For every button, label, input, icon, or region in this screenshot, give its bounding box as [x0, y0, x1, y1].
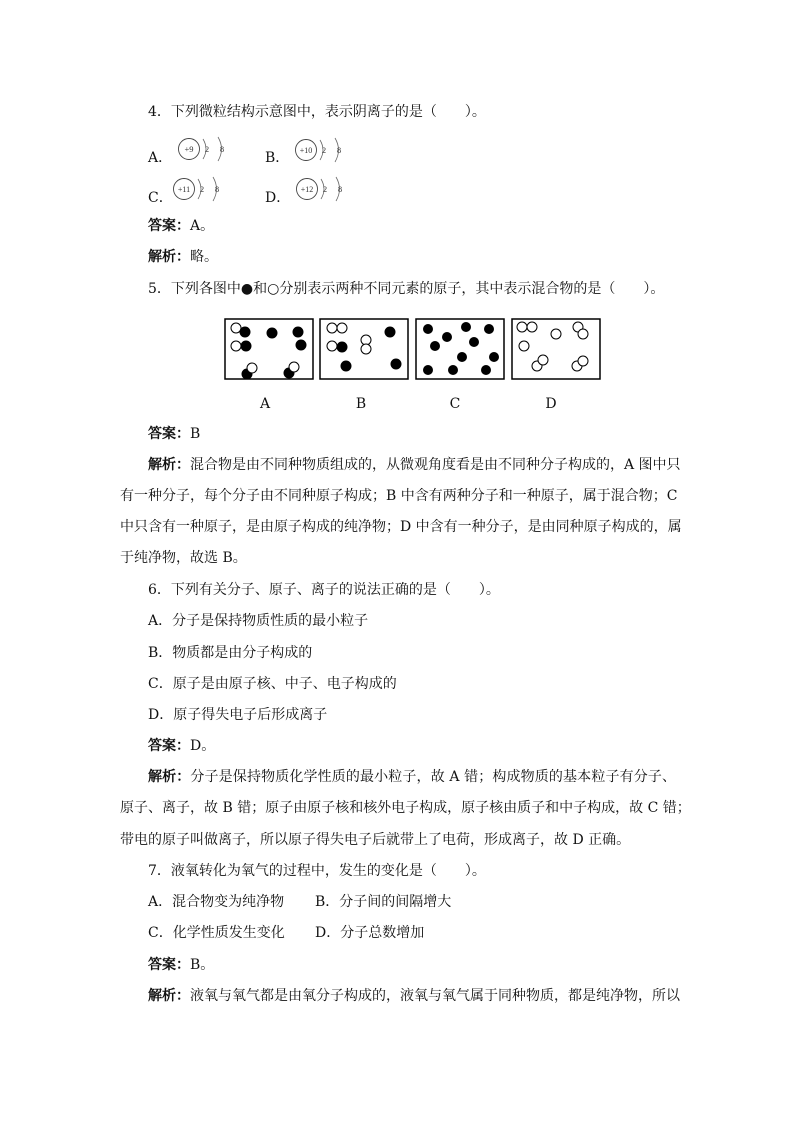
q5-analysis-line-1 — [148, 455, 681, 475]
q5-stem: 5．下列各图中●和○分别表示两种不同元素的原子，其中表示混合物的是（ ）。 — [148, 281, 665, 297]
answer-value: B — [190, 426, 201, 442]
filled-atom — [484, 324, 494, 334]
q7-option-b: B．分子间的间隔增大 — [315, 894, 452, 910]
filled-atom — [296, 340, 306, 350]
open-atom — [327, 341, 337, 351]
particle-figure-a — [224, 318, 315, 381]
q6-stem: 6．下列有关分子、原子、离子的说法正确的是（ ）。 — [148, 582, 500, 598]
open-atom — [361, 344, 371, 354]
q7-option-a: A．混合物变为纯净物 — [148, 894, 285, 910]
analysis-label: 解析： — [148, 769, 191, 785]
shell-electron-count: 8 — [337, 184, 343, 194]
q4-option-d-label: D． — [265, 190, 291, 206]
q7-option-c: C．化学性质发生变化 — [148, 925, 285, 941]
q4-answer — [148, 216, 214, 236]
filled-atom — [385, 327, 395, 337]
filled-atom — [423, 365, 433, 375]
filled-atom — [337, 342, 347, 352]
filled-atom — [489, 352, 499, 362]
filled-atom — [240, 327, 250, 337]
shell-electron-count: 8 — [214, 184, 220, 194]
answer-label: 答案： — [148, 218, 190, 234]
filled-atom — [457, 352, 467, 362]
q7-stem: 7．液氧转化为氧气的过程中，发生的变化是（ ）。 — [148, 863, 486, 879]
analysis-label: 解析： — [148, 249, 190, 265]
analysis-text: 略。 — [190, 249, 218, 265]
analysis-label: 解析： — [148, 457, 190, 473]
filled-atom — [423, 324, 433, 334]
q6-analysis-line-3: 带电的原子叫做离子，所以原子得失电子后就带上了电荷，形成离子，故 D 正确。 — [120, 832, 631, 848]
figure-label-b: B — [355, 396, 367, 412]
q4-option-c-label: C． — [148, 190, 173, 206]
filled-atom — [481, 365, 491, 375]
q4-option-a-label: A． — [148, 150, 173, 166]
filled-atom — [293, 327, 303, 337]
shell-electron-count: 2 — [321, 145, 327, 155]
filled-atom — [442, 332, 452, 342]
filled-atom — [430, 341, 440, 351]
answer-label: 答案： — [148, 957, 190, 973]
open-atom — [247, 363, 257, 373]
open-atom — [519, 341, 529, 351]
q6-option-b: B．物质都是由分子构成的 — [148, 645, 313, 661]
open-atom — [538, 355, 548, 365]
q6-option-a: A．分子是保持物质性质的最小粒子 — [148, 613, 369, 629]
filled-atom — [241, 341, 251, 351]
figure-label-c: C — [449, 396, 461, 412]
ion-diagram-d — [295, 172, 355, 206]
analysis-text: 混合物是由不同种物质组成的，从微观角度看是由不同种分子构成的，A 图中只 — [190, 457, 681, 473]
open-atom — [551, 329, 561, 339]
filled-atom — [267, 328, 277, 338]
open-atom — [337, 323, 347, 333]
ion-diagram-b — [294, 133, 354, 167]
filled-atom — [448, 365, 458, 375]
open-atom — [578, 356, 588, 366]
filled-atom — [461, 322, 471, 332]
q6-option-d: D．原子得失电子后形成离子 — [148, 707, 328, 723]
open-atom — [231, 341, 241, 351]
nucleus-charge: +10 — [299, 146, 313, 155]
answer-value: D。 — [190, 738, 216, 754]
open-atom — [527, 322, 537, 332]
analysis-text: 分子是保持物质化学性质的最小粒子，故 A 错；构成物质的基本粒子有分子、 — [190, 769, 676, 785]
q6-analysis-line-2: 原子、离子，故 B 错；原子由原子核和核外电子构成，原子核由质子和中子构成，故 C 错； — [120, 800, 691, 816]
answer-value: A。 — [190, 218, 215, 234]
analysis-label: 解析： — [148, 988, 190, 1004]
ion-diagram-c — [172, 172, 232, 206]
q7-answer — [148, 955, 214, 975]
analysis-text: 液氧与氧气都是由氧分子构成的，液氧与氧气属于同种物质，都是纯净物，所以 — [190, 988, 680, 1004]
shell-electron-count: 2 — [322, 184, 328, 194]
particle-figure-b — [319, 318, 410, 381]
open-atom — [231, 323, 241, 333]
figure-label-a: A — [259, 396, 271, 412]
q5-analysis-line-3: 中只含有一种原子，是由原子构成的纯净物；D 中含有一种分子，是由同种原子构成的，属 — [120, 519, 682, 535]
q6-analysis-line-1 — [148, 767, 676, 787]
open-atom — [578, 329, 588, 339]
answer-label: 答案： — [148, 426, 190, 442]
q7-option-d: D．分子总数增加 — [315, 925, 425, 941]
open-atom — [289, 362, 299, 372]
q6-answer — [148, 736, 215, 756]
shell-electron-count: 8 — [336, 145, 342, 155]
q7-analysis-line-1 — [148, 986, 680, 1006]
q6-option-c: C．原子是由原子核、中子、电子构成的 — [148, 676, 397, 692]
nucleus-charge: +9 — [184, 144, 194, 154]
q4-stem: 4．下列微粒结构示意图中，表示阴离子的是（ ）。 — [148, 104, 486, 120]
shell-electron-count: 2 — [199, 184, 205, 194]
ion-diagram-a — [177, 132, 237, 166]
nucleus-charge: +11 — [177, 185, 191, 194]
open-atom — [327, 323, 337, 333]
answer-label: 答案： — [148, 738, 190, 754]
particle-figure-c — [415, 318, 506, 381]
shell-electron-count: 8 — [219, 144, 225, 154]
q5-answer — [148, 424, 200, 444]
open-atom — [517, 322, 527, 332]
filled-atom — [469, 337, 479, 347]
figure-label-d: D — [545, 396, 557, 412]
shell-electron-count: 2 — [204, 144, 210, 154]
filled-atom — [341, 361, 351, 371]
nucleus-charge: +12 — [300, 185, 314, 194]
q5-analysis-line-4: 于纯净物，故选 B。 — [120, 550, 247, 566]
particle-figure-d — [511, 318, 602, 381]
filled-atom — [391, 359, 401, 369]
q4-option-b-label: B． — [265, 150, 290, 166]
q5-analysis-line-2: 有一种分子，每个分子由不同种原子构成；B 中含有两种分子和一种原子，属于混合物；C — [120, 488, 678, 504]
answer-value: B。 — [190, 957, 215, 973]
q4-analysis — [148, 247, 218, 267]
